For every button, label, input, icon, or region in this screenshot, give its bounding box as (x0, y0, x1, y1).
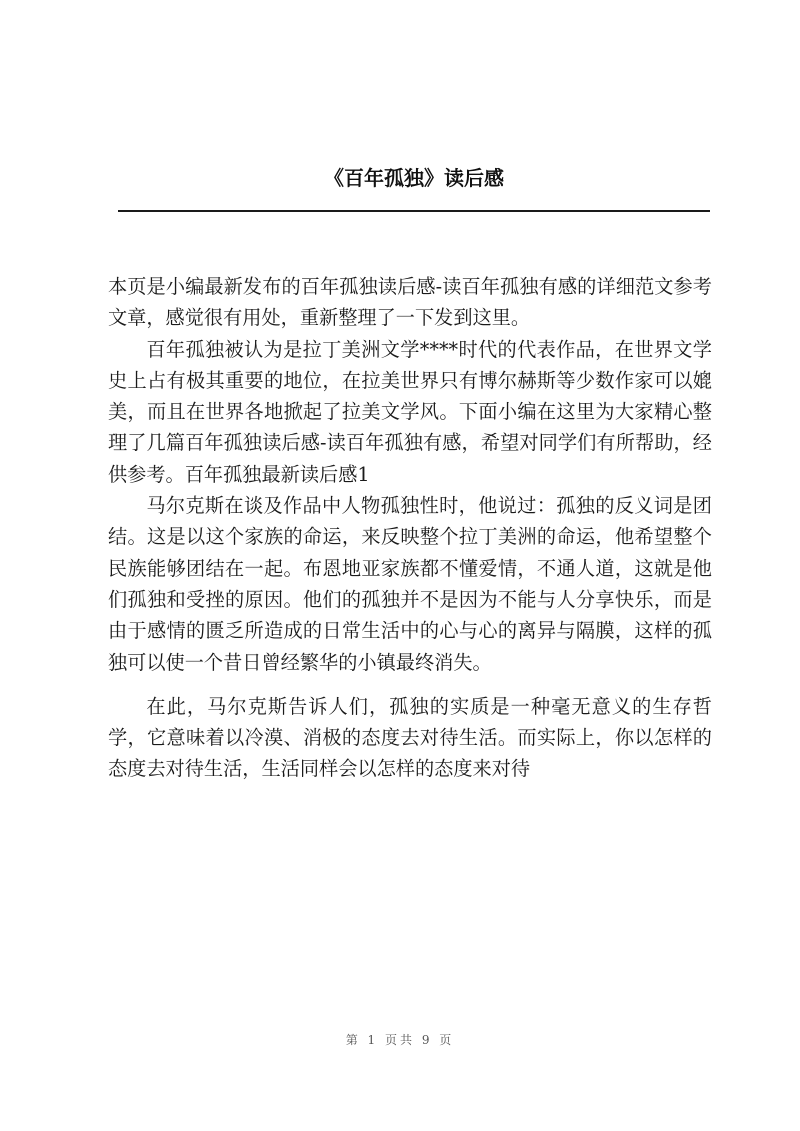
paragraph-overview: 百年孤独被认为是拉丁美洲文学****时代的代表作品，在世界文学史上占有极其重要的地位，在拉美世界只有博尔赫斯等少数作家可以媲美，而且在世界各地掀起了拉美文学风。下面小编在这里为大家精心整理了几篇百年孤独读后感-读百年孤独有感，希望对同学们有所帮助，经供参考。百年孤独最新读后感1 (108, 337, 712, 486)
document-body (108, 271, 712, 785)
paragraph-solitude: 马尔克斯在谈及作品中人物孤独性时，他说过：孤独的反义词是团结。这是以这个家族的命运，来反映整个拉丁美洲的命运，他希望整个民族能够团结在一起。布恩地亚家族都不懂爱情，不通人道，这就是他们孤独和受挫的原因。他们的孤独并不是因为不能与人分享快乐，而是由于感情的匮乏所造成的日常生活中的心与心的离异与隔膜，这样的孤独可以使一个昔日曾经繁华的小镇最终消失。 (108, 494, 712, 674)
page-number-footer: 第 1 页共 9 页 (345, 1033, 455, 1047)
title-underline (118, 210, 710, 212)
paragraph-intro: 本页是小编最新发布的百年孤独读后感-读百年孤独有感的详细范文参考文章，感觉很有用处，重新整理了一下发到这里。 (108, 275, 712, 330)
document-title: 《百年孤独》读后感 (324, 166, 504, 190)
paragraph-essence: 在此，马尔克斯告诉人们，孤独的实质是一种毫无意义的生存哲学，它意味着以冷漠、消极的态度去对待生活。而实际上，你以怎样的态度去对待生活，生活同样会以怎样的态度来对待 (108, 694, 712, 781)
